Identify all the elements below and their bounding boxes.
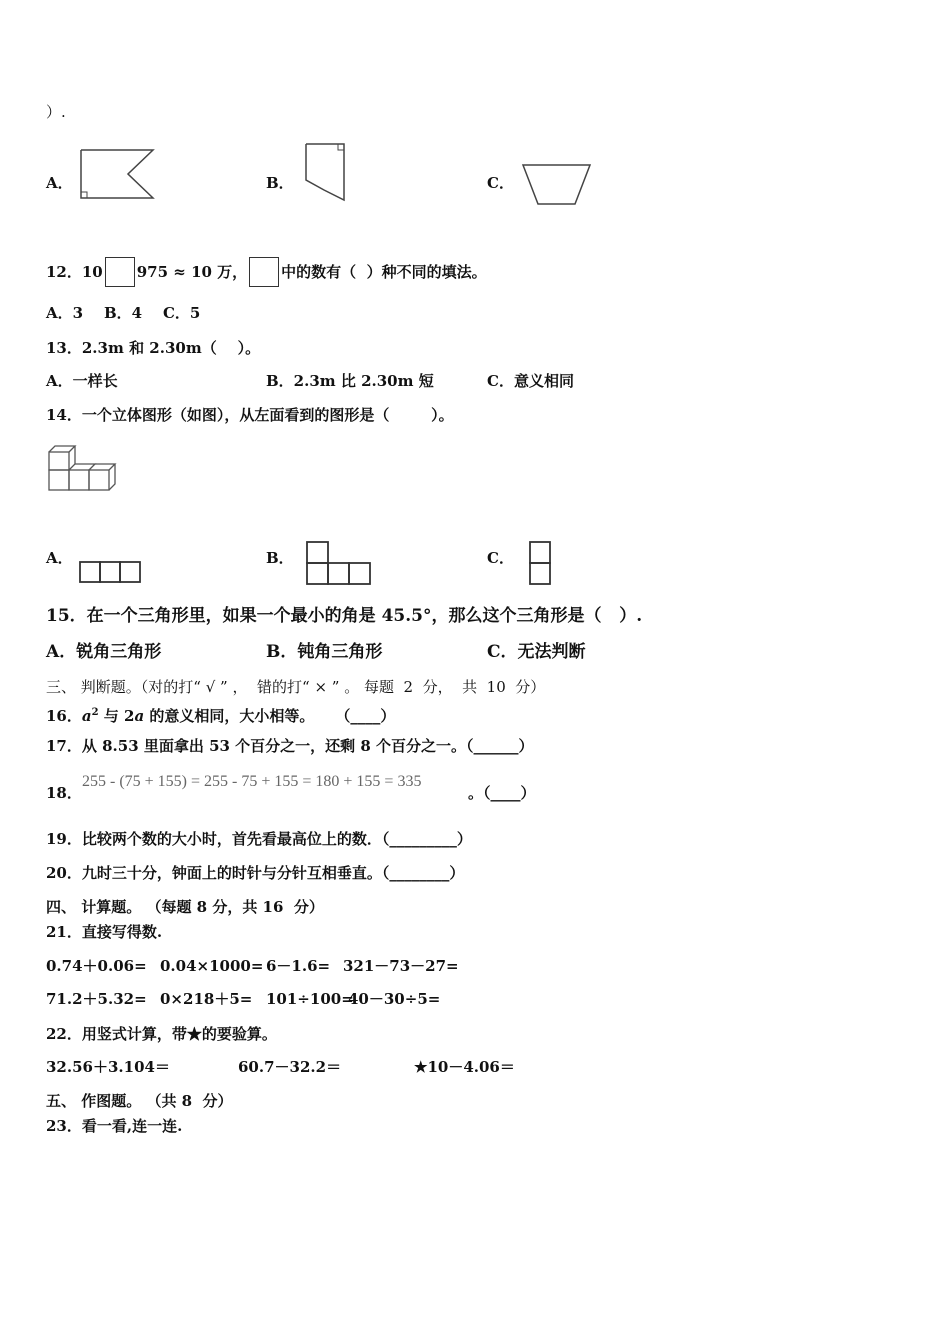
q16-var-a2: a: [134, 707, 145, 725]
q21-item: 0×218＋5=: [160, 990, 253, 1008]
q21-item: 6－1.6=: [266, 957, 331, 975]
section-4-title: 四、 计算题。 （每题 8 分，共 16 分）: [46, 898, 324, 916]
q12-number: 12．10: [46, 263, 103, 281]
l-shape-squares-figure: [305, 540, 373, 586]
trapezoid-shape-figure: [520, 162, 594, 208]
q14-option-a: A．: [46, 549, 73, 567]
blank-box: [105, 257, 135, 287]
q13-option-a: A．一样长: [46, 372, 118, 390]
q21-item: 0.74＋0.06=: [46, 957, 147, 975]
q21-item: 101÷100=: [266, 990, 354, 1008]
q16-line: [46, 703, 395, 726]
q16-number: 16．: [46, 707, 82, 725]
q22-text: 22．用竖式计算，带★的要验算。: [46, 1025, 277, 1043]
q11-option-c: C．: [487, 174, 514, 192]
q16-exponent: 2: [91, 707, 99, 718]
q18-number: 18．: [46, 784, 82, 802]
q11-tail: ）.: [46, 103, 66, 121]
q21-item: 0.04×1000=: [160, 957, 264, 975]
q13-option-c: C．意义相同: [487, 372, 574, 390]
q21-item: 40－30÷5=: [348, 990, 441, 1008]
q19-text: 19．比较两个数的大小时，首先看最高位上的数．（_________）: [46, 830, 472, 848]
q21-text: 21．直接写得数.: [46, 923, 163, 941]
section-3-title: 三、 判断题。（对的打“ √ ” ， 错的打“ × ” 。 每题 2 分， 共 10 分）: [46, 678, 546, 696]
q14-option-b: B．: [266, 549, 294, 567]
q12-line: [46, 257, 487, 287]
q13-text: 13．2.3m 和 2.30m（ ）。: [46, 339, 261, 357]
q22-item: ★10－4.06＝: [414, 1058, 515, 1076]
q17-text: 17．从 8.53 里面拿出 53 个百分之一，还剩 8 个百分之一。（______）: [46, 737, 534, 755]
q22-item: 60.7－32.2＝: [238, 1058, 342, 1076]
q21-item: 71.2＋5.32=: [46, 990, 147, 1008]
section-5-title: 五、 作图题。 （共 8 分）: [46, 1092, 233, 1110]
q12-middle: 975 ≈ 10 万，: [136, 263, 248, 281]
two-squares-column-figure: [528, 540, 552, 586]
q14-option-c: C．: [487, 549, 514, 567]
q18-expression: 255 - (75 + 155) = 255 - 75 + 155 = 180 + 155 = 335: [82, 773, 422, 790]
q15-option-b: B．钝角三角形: [266, 642, 383, 662]
q15-option-a: A．锐角三角形: [46, 642, 162, 662]
q14-text: 14．一个立体图形（如图），从左面看到的图形是（ ）。: [46, 406, 454, 424]
q22-item: 32.56＋3.104＝: [46, 1058, 170, 1076]
q23-text: 23．看一看,连一连.: [46, 1117, 183, 1135]
q18-end: 。（____）: [468, 784, 536, 802]
q16-var-a: a: [81, 707, 92, 725]
blank-box: [249, 257, 279, 287]
three-squares-row-figure: [78, 560, 144, 584]
q21-item: 321－73－27=: [343, 957, 459, 975]
q13-option-b: B．2.3m 比 2.30m 短: [266, 372, 434, 390]
q16-middle: 与 2: [98, 707, 135, 725]
q11-option-b: B．: [266, 174, 294, 192]
q11-option-a: A．: [46, 174, 73, 192]
q12-options: A．3 B．4 C．5: [46, 304, 201, 322]
q15-text: 15．在一个三角形里，如果一个最小的角是 45.5°，那么这个三角形是（ ）.: [46, 606, 643, 626]
cube-solid-figure: [46, 444, 122, 494]
q20-text: 20．九时三十分，钟面上的时针与分针互相垂直。（________）: [46, 864, 465, 882]
flag-shape-figure: [78, 148, 158, 202]
q12-end: 中的数有（ ）种不同的填法。: [281, 263, 487, 281]
pentagon-shape-figure: [302, 142, 350, 204]
q16-end: 的意义相同，大小相等。 （____）: [144, 707, 396, 725]
q15-option-c: C．无法判断: [487, 642, 586, 662]
